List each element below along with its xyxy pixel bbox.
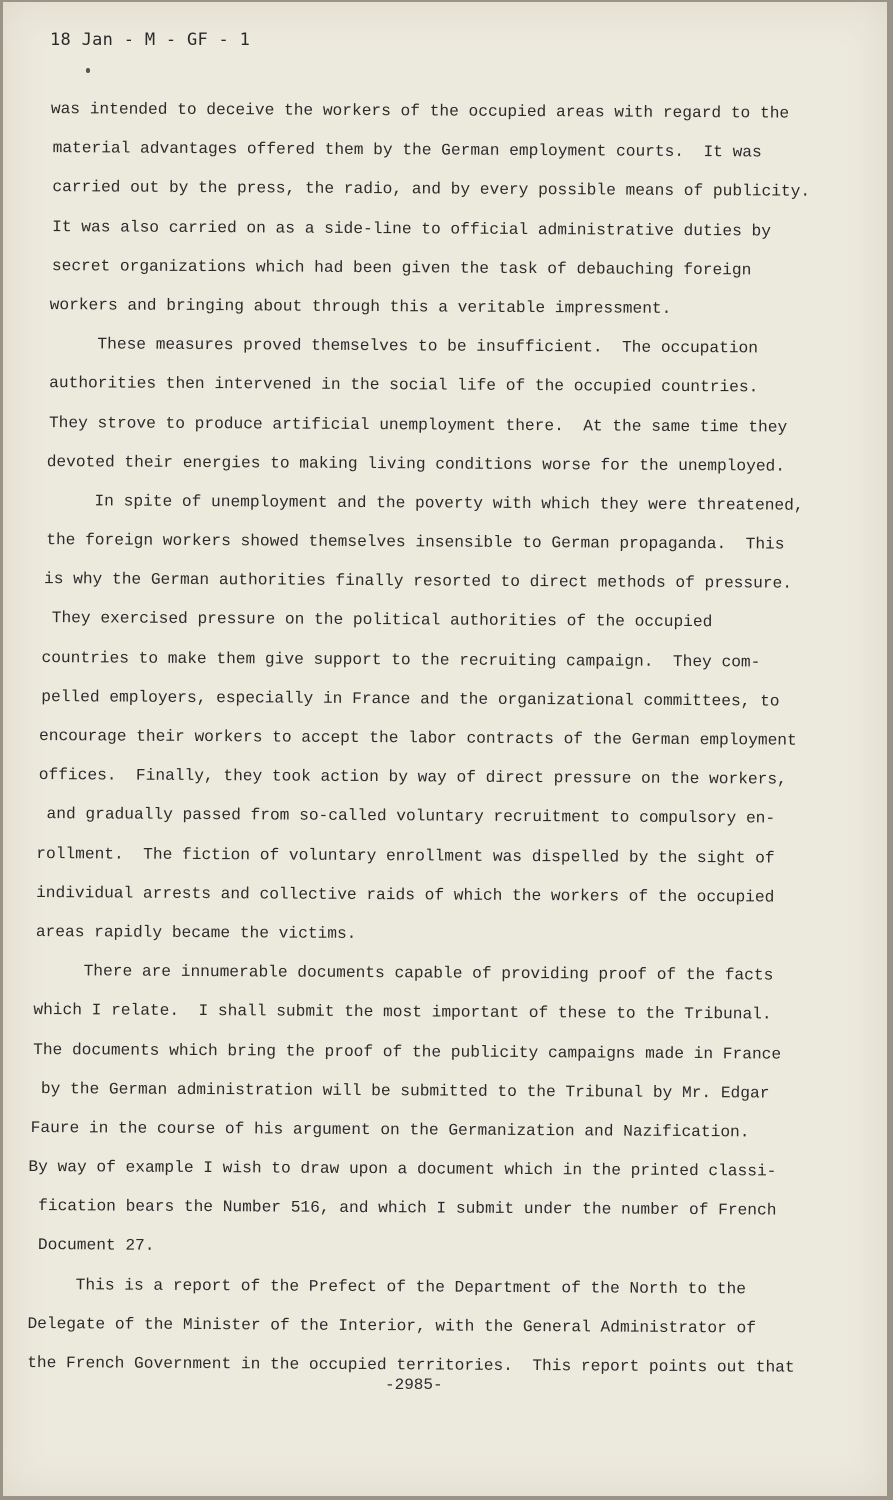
paragraph-start-line: There are innumerable documents capable of providing proof of the facts <box>83 962 774 985</box>
document-page <box>3 2 887 1496</box>
text-line: devoted their energies to making living conditions worse for the unemployed. <box>46 452 786 476</box>
text-line: encourage their workers to accept the labor contracts of the German employment <box>38 727 797 750</box>
text-line: individual arrests and collective raids of which the workers of the occupied <box>36 883 775 907</box>
text-line: areas rapidly became the victims. <box>35 922 357 943</box>
text-line: authorities then intervened in the social life of the occupied countries. <box>49 374 759 397</box>
text-line: pelled employers, especially in France and the organizational committees, to <box>41 687 780 711</box>
text-line: workers and bringing about through this a veritable impressment. <box>49 296 672 318</box>
ink-mark <box>86 68 90 73</box>
text-line: The documents which bring the proof of the publicity campaigns made in France <box>33 1040 782 1064</box>
text-line: Delegate of the Minister of the Interior, with the General Administrator of <box>27 1314 757 1338</box>
text-line: It was also carried on as a side-line to official administrative duties by <box>52 217 772 241</box>
text-line: and gradually passed from so-called voluntary recruitment to compulsory en- <box>46 805 776 828</box>
paragraph-start-line: These measures proved themselves to be insufficient. The occupation <box>97 335 759 358</box>
text-line: rollment. The fiction of voluntary enrollment was dispelled by the sight of <box>36 844 775 868</box>
text-line: which I relate. I shall submit the most important of these to the Tribunal. <box>33 1001 772 1024</box>
text-line: the French Government in the occupied territories. This report points out that <box>27 1353 795 1377</box>
text-line: fication bears the Number 516, and which I submit under the number of French <box>38 1197 777 1220</box>
document-body <box>27 90 855 1388</box>
paragraph-start-line: In spite of unemployment and the poverty with which they were threatened, <box>94 492 804 515</box>
text-line: the foreign workers showed themselves insensible to German propaganda. This <box>46 531 785 554</box>
text-line: Document 27. <box>37 1236 155 1256</box>
page-number: -2985- <box>385 1376 443 1394</box>
text-line: They strove to produce artificial unemployment there. At the same time they <box>48 413 788 437</box>
text-line: They exercised pressure on the political authorities of the occupied <box>51 609 713 632</box>
text-line: by the German administration will be submitted to the Tribunal by Mr. Edgar <box>40 1079 770 1103</box>
text-line: is why the German authorities finally resorted to direct methods of pressure. <box>43 570 793 593</box>
text-line: carried out by the press, the radio, and by every possible means of publicity. <box>52 178 811 202</box>
paragraph-start-line: This is a report of the Prefect of the Department of the North to the <box>75 1275 747 1298</box>
text-line: Faure in the course of his argument on the Germanization and Nazification. <box>30 1118 750 1142</box>
text-line: countries to make them give support to the recruiting campaign. They com- <box>41 648 761 672</box>
text-line: secret organizations which had been given the task of debauching foreign <box>51 256 752 280</box>
text-line: By way of example I wish to draw upon a document which in the printed classi- <box>28 1158 777 1181</box>
page-reference-header: 18 Jan - M - GF - 1 <box>50 30 251 50</box>
text-line: was intended to deceive the workers of the occupied areas with regard to the <box>50 100 790 123</box>
text-line: offices. Finally, they took action by way of direct pressure on the workers, <box>38 766 787 789</box>
text-line: material advantages offered them by the German employment courts. It was <box>52 139 762 162</box>
